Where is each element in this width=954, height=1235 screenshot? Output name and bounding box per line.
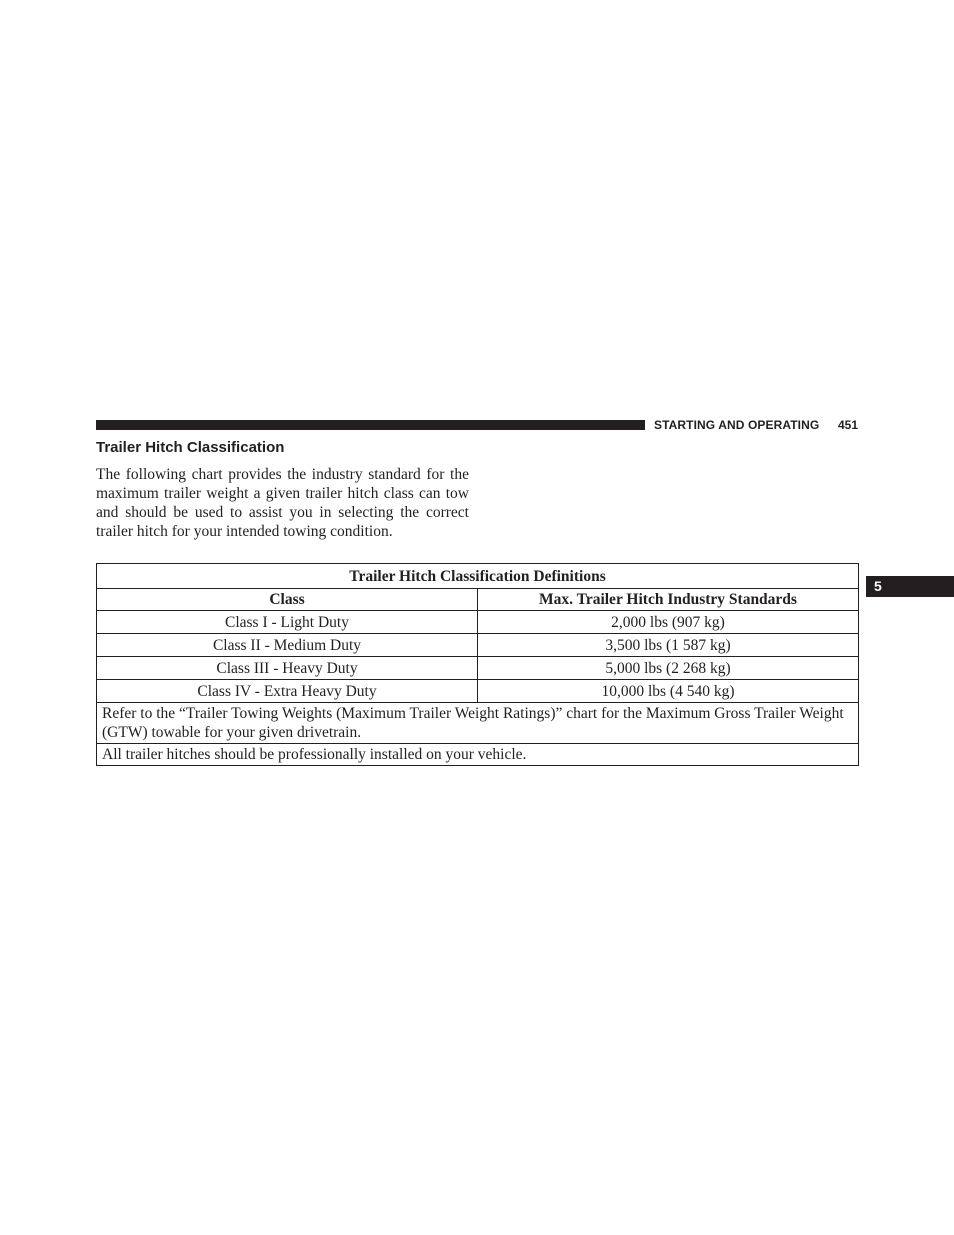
table-header-row [97,589,859,611]
table-row [97,611,859,634]
table-row [97,657,859,680]
weight-cell: 10,000 lbs (4 540 kg) [478,680,859,703]
table-note-installation: All trailer hitches should be professionally installed on your vehicle. [97,744,859,766]
column-header-class: Class [97,589,478,611]
running-header-section: STARTING AND OPERATING [654,418,820,432]
table-note-gtw: Refer to the “Trailer Towing Weights (Maximum Trailer Weight Ratings)” chart for the Maximum Gross Trailer Weight (GTW) towable for your given drivetrain. [97,703,859,744]
chapter-tab: 5 [866,576,954,597]
weight-cell: 3,500 lbs (1 587 kg) [478,634,859,657]
table-row [97,634,859,657]
table-note-row [97,744,859,766]
hitch-classification-table [96,563,859,766]
page-number: 451 [838,418,859,432]
table-note-row [97,703,859,744]
table-title-row [97,564,859,589]
section-title: Trailer Hitch Classification [96,439,285,456]
header-rule [96,420,645,430]
class-cell: Class II - Medium Duty [97,634,478,657]
class-cell: Class IV - Extra Heavy Duty [97,680,478,703]
weight-cell: 2,000 lbs (907 kg) [478,611,859,634]
table-title: Trailer Hitch Classification Definitions [97,564,859,589]
class-cell: Class III - Heavy Duty [97,657,478,680]
intro-paragraph: The following chart provides the industry standard for the maximum trailer weight a given trailer hitch class can tow and should be used to assist you in selecting the correct trailer hitch for your intended towing condition. [96,466,469,540]
table-row [97,680,859,703]
weight-cell: 5,000 lbs (2 268 kg) [478,657,859,680]
class-cell: Class I - Light Duty [97,611,478,634]
column-header-max-standards: Max. Trailer Hitch Industry Standards [478,589,859,611]
